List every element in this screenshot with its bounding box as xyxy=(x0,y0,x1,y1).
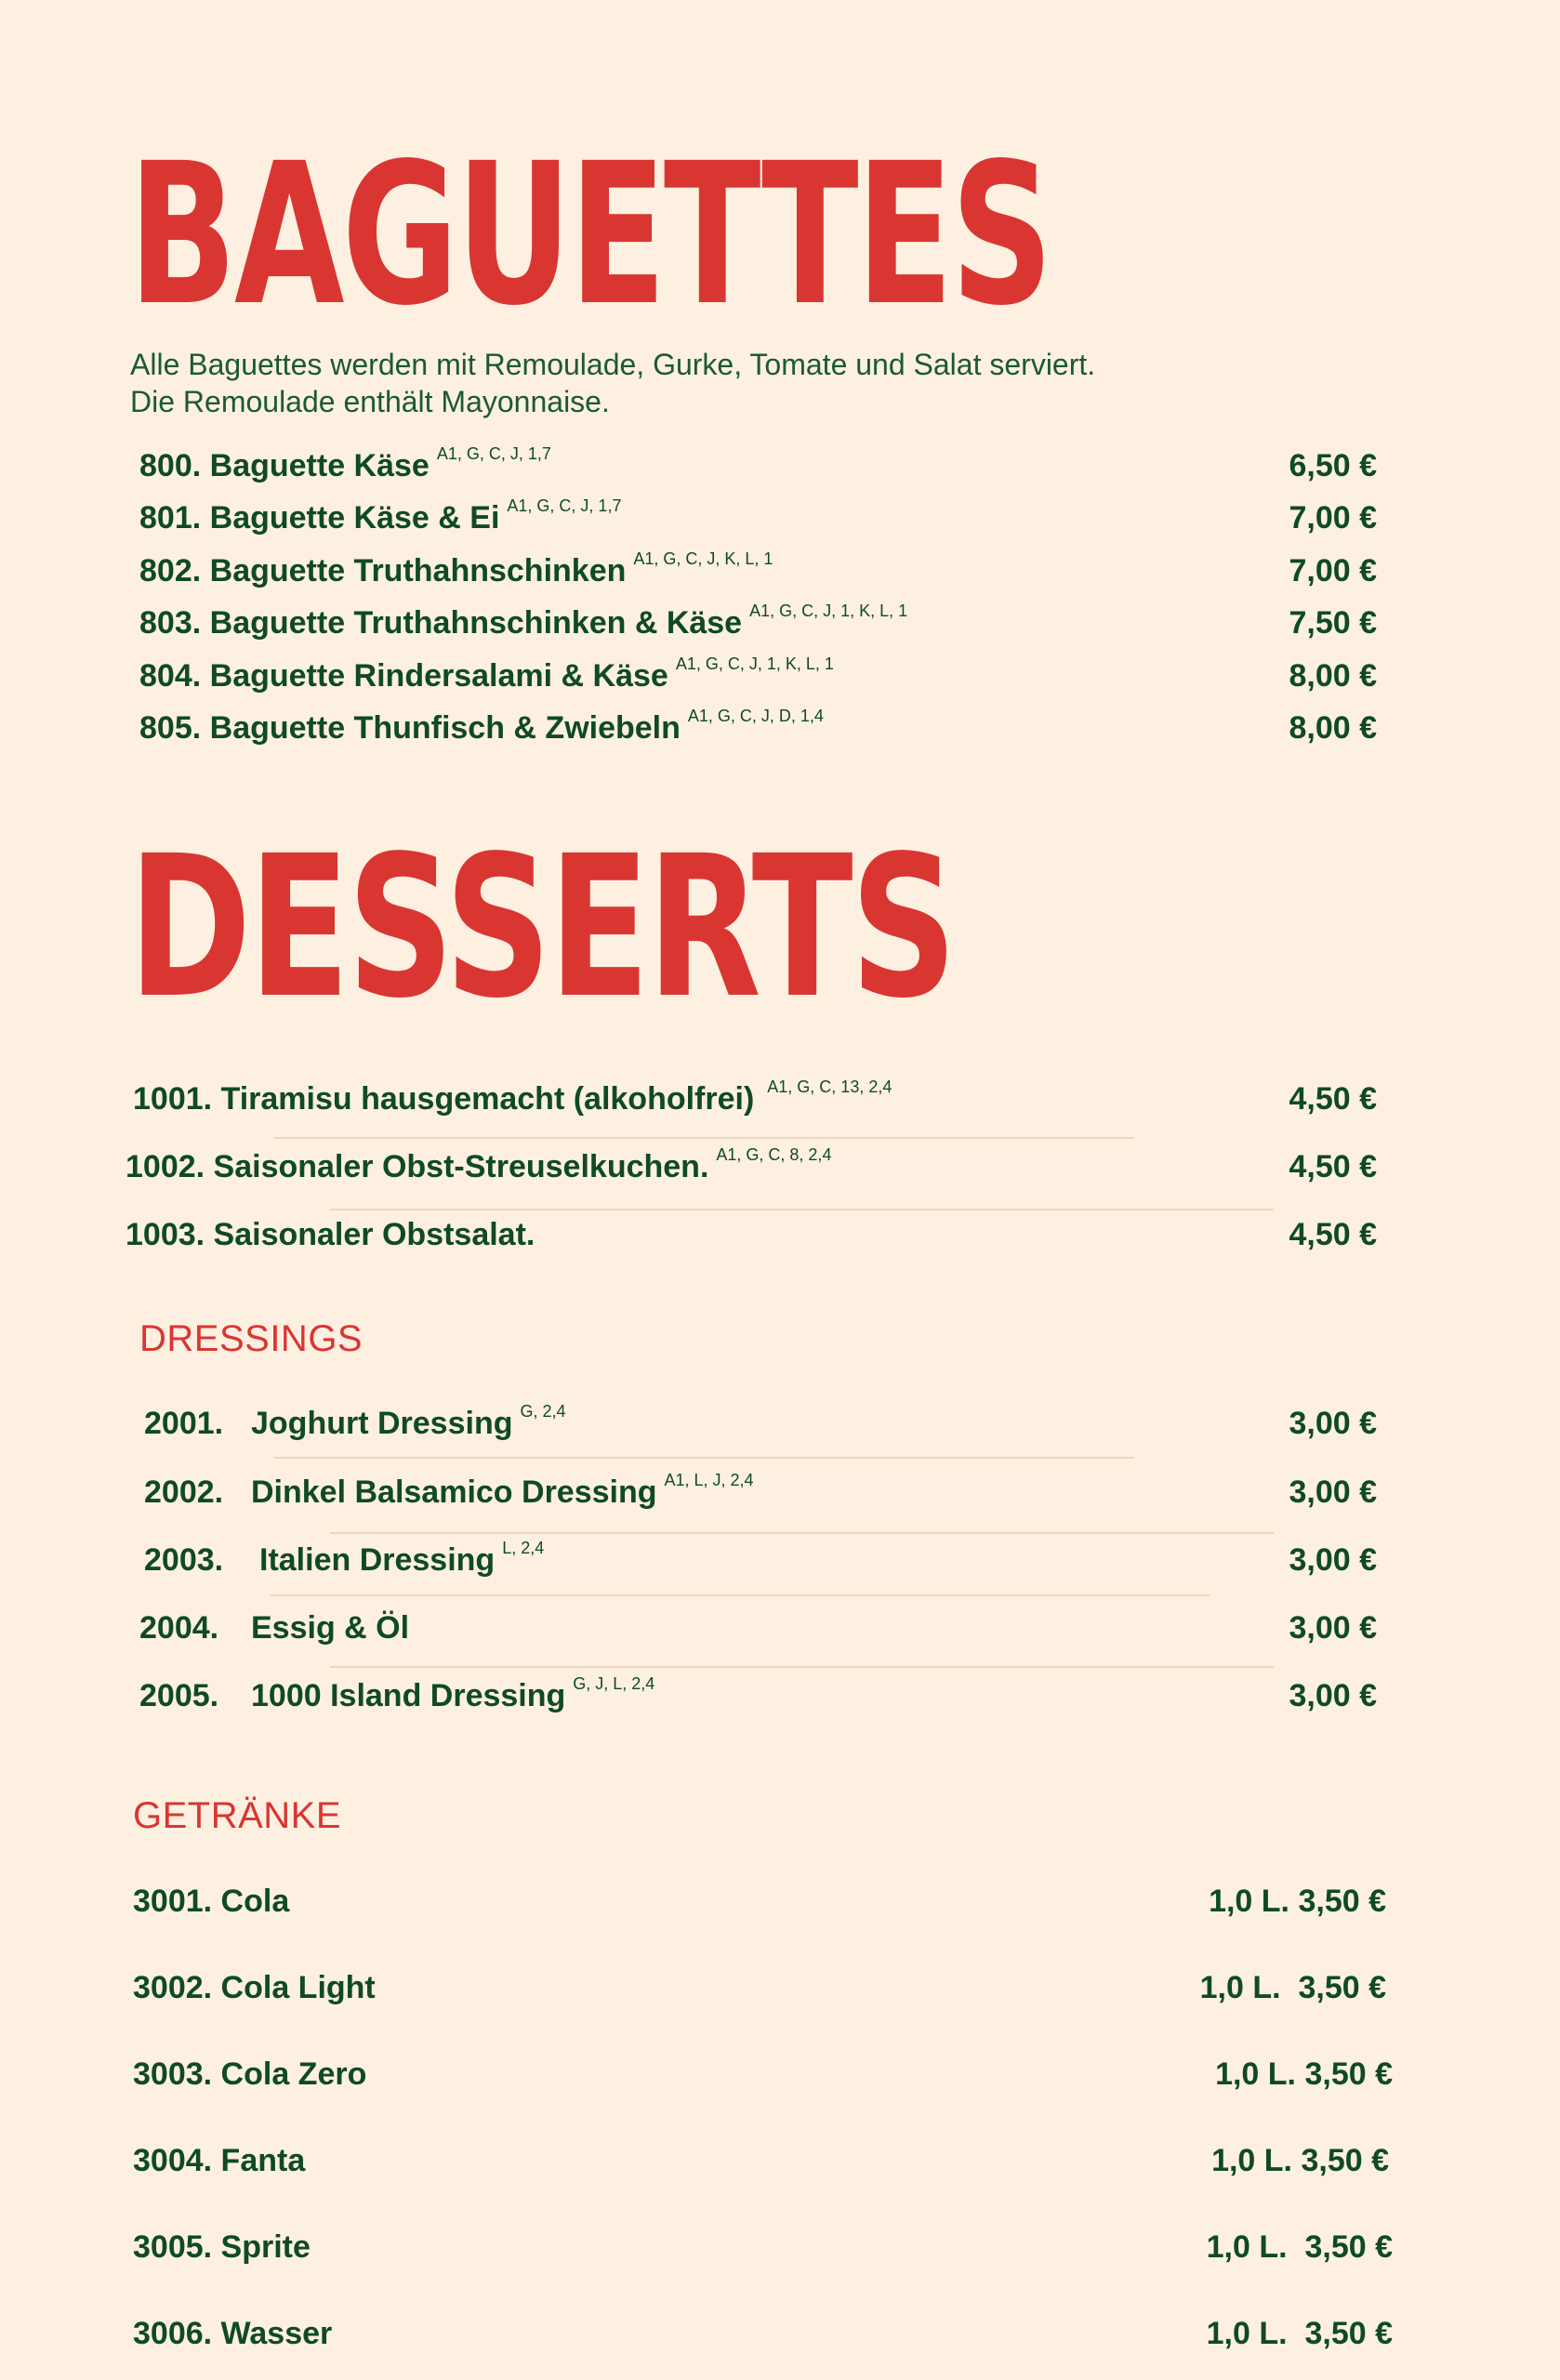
baguettes-intro: Alle Baguettes werden mit Remoulade, Gurke, Tomate und Salat serviert. Die Remoulade enthält Mayonnaise. xyxy=(130,348,1096,418)
menu-item xyxy=(0,2056,1560,2103)
item-price: 7,00 € xyxy=(1289,553,1377,588)
item-size: 1,0 L. xyxy=(1215,2056,1297,2092)
menu-item xyxy=(0,1078,1560,1128)
item-allergens: A1, G, C, J, 1, K, L, 1 xyxy=(749,602,908,620)
item-title: Tiramisu hausgemacht (alkoholfrei) xyxy=(220,1081,755,1117)
menu-item xyxy=(0,1610,1560,1657)
item-price: 4,50 € xyxy=(1289,1081,1377,1117)
item-allergens: G, J, L, 2,4 xyxy=(573,1674,655,1693)
item-number: 1001. xyxy=(133,1081,213,1117)
menu-item xyxy=(0,1970,1560,2016)
item-size: 1,0 L. xyxy=(1206,2229,1288,2265)
item-number: 3006. xyxy=(133,2316,213,2351)
item-size: 1,0 L. xyxy=(1211,2143,1293,2178)
menu-item xyxy=(0,654,1560,705)
item-number: 801. xyxy=(139,500,202,536)
item-number: 2001. xyxy=(144,1406,224,1441)
item-price: 7,00 € xyxy=(1289,500,1377,536)
item-name xyxy=(144,1402,566,1442)
divider xyxy=(330,1666,1274,1668)
item-number: 3002. xyxy=(133,1970,213,2005)
divider xyxy=(270,1594,1210,1596)
menu-item xyxy=(0,549,1560,600)
item-name xyxy=(139,549,773,589)
item-number: 3003. xyxy=(133,2056,213,2092)
item-price: 8,00 € xyxy=(1289,710,1377,746)
item-title: Essig & Öl xyxy=(251,1610,410,1646)
item-name xyxy=(144,1471,754,1511)
divider xyxy=(274,1137,1134,1139)
item-title: Cola Zero xyxy=(220,2056,367,2092)
menu-item xyxy=(0,1402,1560,1452)
item-title: Saisonaler Obstsalat. xyxy=(213,1217,535,1252)
item-title: Cola Light xyxy=(220,1970,376,2005)
item-name xyxy=(133,1884,289,1920)
item-price: 3,00 € xyxy=(1289,1610,1377,1646)
item-allergens: A1, L, J, 2,4 xyxy=(664,1471,754,1489)
item-title: Fanta xyxy=(220,2143,306,2178)
item-name xyxy=(133,1970,376,2006)
item-title: Wasser xyxy=(220,2316,333,2351)
item-price: 8,00 € xyxy=(1289,658,1377,694)
item-name xyxy=(144,1539,545,1579)
item-price xyxy=(1209,1884,1386,1920)
item-price xyxy=(1200,1970,1386,2006)
item-price: 6,50 € xyxy=(1289,448,1377,483)
item-number: 2003. xyxy=(144,1542,224,1578)
item-allergens: A1, G, C, J, 1,7 xyxy=(436,444,551,463)
item-allergens: A1, G, C, J, K, L, 1 xyxy=(633,549,773,568)
item-price: 3,00 € xyxy=(1289,1678,1377,1713)
item-price-value: 3,50 € xyxy=(1298,1970,1386,2005)
item-price: 4,50 € xyxy=(1289,1217,1377,1252)
item-title: Baguette Thunfisch & Zwiebeln xyxy=(209,710,681,746)
item-allergens: L, 2,4 xyxy=(502,1539,545,1557)
item-title: Baguette Truthahnschinken xyxy=(209,553,627,588)
item-name xyxy=(139,602,908,641)
menu-item xyxy=(0,1145,1560,1196)
item-number: 2005. xyxy=(139,1678,219,1713)
divider xyxy=(330,1532,1274,1534)
item-title: Sprite xyxy=(220,2229,311,2265)
item-name xyxy=(126,1217,535,1253)
item-price-value: 3,50 € xyxy=(1301,2143,1389,2178)
item-price: 3,00 € xyxy=(1289,1406,1377,1441)
item-title: Baguette Käse & Ei xyxy=(209,500,500,536)
item-name xyxy=(139,707,824,747)
item-name xyxy=(133,2316,332,2352)
divider xyxy=(274,1457,1134,1459)
item-number: 2002. xyxy=(144,1474,224,1510)
item-name xyxy=(126,1145,832,1185)
item-number: 1003. xyxy=(126,1217,205,1252)
item-title: Baguette Rindersalami & Käse xyxy=(209,658,668,694)
item-number: 805. xyxy=(139,710,202,746)
item-price xyxy=(1215,2056,1393,2093)
item-allergens: A1, G, C, J, D, 1,4 xyxy=(687,707,824,725)
item-name xyxy=(139,1674,655,1714)
item-price xyxy=(1207,2229,1393,2266)
item-title: 1000 Island Dressing xyxy=(251,1678,566,1713)
desserts-title: DESSERTS xyxy=(128,813,955,1041)
item-title: Baguette Käse xyxy=(209,448,430,483)
item-number: 803. xyxy=(139,605,202,641)
menu-item xyxy=(0,1884,1560,1930)
item-number: 3004. xyxy=(133,2143,213,2178)
menu-item xyxy=(0,1674,1560,1725)
item-number: 2004. xyxy=(139,1610,219,1646)
item-name xyxy=(139,496,622,536)
item-number: 1002. xyxy=(126,1149,205,1184)
menu-item xyxy=(0,707,1560,757)
divider xyxy=(330,1209,1274,1210)
item-number: 802. xyxy=(139,553,202,588)
item-name xyxy=(133,1078,892,1117)
menu-item xyxy=(0,1539,1560,1589)
item-price: 3,00 € xyxy=(1289,1474,1377,1510)
menu-item xyxy=(0,1471,1560,1521)
item-name xyxy=(139,444,551,484)
menu-item xyxy=(0,2229,1560,2276)
baguettes-title: BAGUETTES xyxy=(128,121,1051,349)
item-price: 7,50 € xyxy=(1289,605,1377,641)
item-price xyxy=(1211,2143,1389,2179)
getraenke-heading: GETRÄNKE xyxy=(133,1795,342,1836)
item-price xyxy=(1207,2316,1393,2352)
item-name xyxy=(133,2229,311,2266)
item-price: 3,00 € xyxy=(1289,1542,1377,1578)
menu-item xyxy=(0,1217,1560,1263)
item-name xyxy=(133,2143,305,2179)
item-number: 804. xyxy=(139,658,202,694)
item-title: Dinkel Balsamico Dressing xyxy=(251,1474,657,1510)
item-number: 800. xyxy=(139,448,202,483)
menu-item xyxy=(0,496,1560,547)
item-name xyxy=(139,1610,409,1646)
item-allergens: A1, G, C, 8, 2,4 xyxy=(716,1145,832,1164)
dressings-heading: DRESSINGS xyxy=(139,1318,364,1359)
item-name xyxy=(139,654,834,694)
item-title: Cola xyxy=(220,1884,290,1919)
item-allergens: A1, G, C, J, 1,7 xyxy=(507,496,622,515)
item-price: 4,50 € xyxy=(1289,1149,1377,1184)
item-title: Joghurt Dressing xyxy=(251,1406,513,1441)
menu-item xyxy=(0,2316,1560,2362)
item-allergens: G, 2,4 xyxy=(520,1402,566,1421)
item-size: 1,0 L. xyxy=(1209,1884,1290,1919)
item-title: Saisonaler Obst-Streuselkuchen. xyxy=(213,1149,709,1184)
item-allergens: A1, G, C, 13, 2,4 xyxy=(767,1078,892,1096)
item-price-value: 3,50 € xyxy=(1304,2316,1393,2351)
item-price-value: 3,50 € xyxy=(1304,2056,1393,2092)
item-number: 3001. xyxy=(133,1884,213,1919)
item-price-value: 3,50 € xyxy=(1304,2229,1393,2265)
item-size: 1,0 L. xyxy=(1199,1970,1281,2005)
item-title: Baguette Truthahnschinken & Käse xyxy=(209,605,743,641)
menu-item xyxy=(0,2143,1560,2189)
item-title: Italien Dressing xyxy=(259,1542,496,1578)
item-allergens: A1, G, C, J, 1, K, L, 1 xyxy=(675,654,834,673)
item-price-value: 3,50 € xyxy=(1298,1884,1386,1919)
item-number: 3005. xyxy=(133,2229,213,2265)
item-name xyxy=(133,2056,366,2093)
menu-item xyxy=(0,444,1560,495)
menu-item xyxy=(0,602,1560,652)
item-size: 1,0 L. xyxy=(1206,2316,1288,2351)
